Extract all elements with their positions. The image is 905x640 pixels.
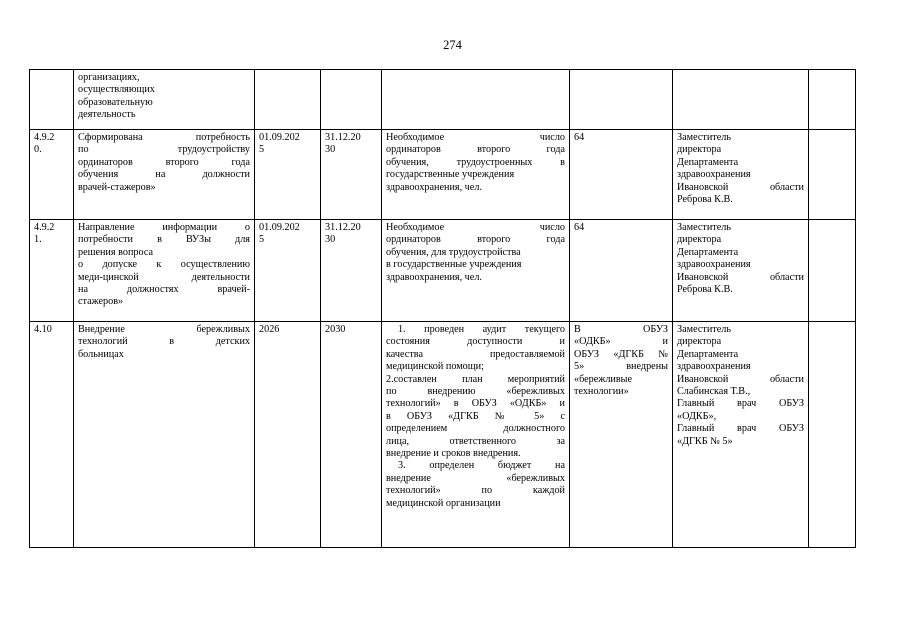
text-line: Заместитель <box>677 222 731 233</box>
text-line: Реброва К.В. <box>677 194 733 206</box>
text-line: 2030 <box>325 324 346 335</box>
text-line: Необходимое число <box>386 132 565 143</box>
text-line: здравоохранения, чел. <box>386 181 482 193</box>
text-line: 4.9.2 <box>34 222 55 233</box>
text-line: Ивановской области <box>677 181 804 193</box>
text-line: Внедрение бережливых <box>78 324 250 335</box>
cell-value: 64 <box>570 130 673 220</box>
cell-indicator <box>382 220 570 322</box>
text-line: директора <box>677 336 722 348</box>
cell-start-date <box>255 70 321 130</box>
text-line: внедрение «бережливых <box>386 472 565 484</box>
cell-responsible <box>673 130 809 220</box>
text-line: внедрение и сроков внедрения. <box>386 448 521 460</box>
cell-event-name <box>74 130 255 220</box>
text-line: 3. определен бюджет на <box>398 460 565 472</box>
cell-event-name <box>74 70 255 130</box>
cell-end-date <box>321 322 382 548</box>
text-line: 2026 <box>259 324 280 335</box>
text-line: 4.10 <box>34 324 52 335</box>
text-line: медицинской организации <box>386 497 501 509</box>
cell-value <box>570 70 673 130</box>
text-line: определением должностного <box>386 423 565 435</box>
text-line: Главный врач ОБУЗ <box>677 398 804 410</box>
text-line: ординаторов второго года <box>78 156 250 168</box>
text-line: образовательную <box>78 96 153 108</box>
text-line: Слабинская Т.В., <box>677 386 751 398</box>
text-line: 5 <box>259 234 265 246</box>
cell-number <box>30 322 74 548</box>
text-line: обучения, для трудоустройства <box>386 246 521 258</box>
text-line: обучения, трудоустроенных в <box>386 156 565 168</box>
text-line: врачей-стажеров» <box>78 181 156 193</box>
text-line: организациях, <box>78 72 140 83</box>
cell-empty <box>809 70 856 130</box>
text-line: осуществляющих <box>78 84 155 96</box>
text-line: технологий» в ОБУЗ «ОДКБ» и <box>386 398 565 410</box>
text-line: обучения на должности <box>78 169 250 181</box>
text-line: Департамента <box>677 156 739 168</box>
text-line: «ОДКБ» и <box>574 336 668 348</box>
text-line: 31.12.20 <box>325 132 361 143</box>
text-line: «ДГКБ № 5» <box>677 435 733 447</box>
text-line: деятельность <box>78 109 136 121</box>
table-row <box>30 70 856 130</box>
cell-number <box>30 70 74 130</box>
cell-indicator <box>382 130 570 220</box>
text-line: ординаторов второго года <box>386 234 565 246</box>
text-line: Реброва К.В. <box>677 284 733 296</box>
cell-responsible <box>673 220 809 322</box>
text-line: Главный врач ОБУЗ <box>677 423 804 435</box>
text-line: Заместитель <box>677 132 731 143</box>
cell-start-date <box>255 130 321 220</box>
text-line: государственные учреждения <box>386 169 515 181</box>
text-line: по трудоустройству <box>78 144 250 156</box>
text-line: здравоохранения, чел. <box>386 271 482 283</box>
text-line: «бережливые <box>574 373 633 385</box>
cell-empty <box>809 220 856 322</box>
text-line: Департамента <box>677 246 739 258</box>
cell-start-date <box>255 322 321 548</box>
cell-result <box>570 322 673 548</box>
cell-number <box>30 130 74 220</box>
text-line: 5 <box>259 144 265 156</box>
text-line: потребности в ВУЗы для <box>78 234 250 246</box>
text-line: Заместитель <box>677 324 731 335</box>
text-line: в ОБУЗ «ДГКБ № 5» с <box>386 410 565 422</box>
text-line: 1. проведен аудит текущего <box>398 324 565 335</box>
text-line: медицинской помощи; <box>386 361 484 373</box>
text-line: Необходимое число <box>386 222 565 233</box>
text-line: 4.9.2 <box>34 132 55 143</box>
text-line: Ивановской области <box>677 271 804 283</box>
text-line: меди-цинской деятельности <box>78 271 250 283</box>
text-line: ординаторов второго года <box>386 144 565 156</box>
text-line: 1. <box>34 234 42 246</box>
plan-table <box>29 69 856 548</box>
text-line: «ОДКБ», <box>677 410 717 422</box>
text-line: на должностях врачей- <box>78 284 250 296</box>
table-row <box>30 130 856 220</box>
text-line: технологии» <box>574 386 629 398</box>
text-line: 31.12.20 <box>325 222 361 233</box>
text-line: здравоохранения <box>677 169 751 181</box>
text-line: по внедрению «бережливых <box>386 386 565 398</box>
text-line: 30 <box>325 234 336 246</box>
text-line: Ивановской области <box>677 373 804 385</box>
text-line: качества предоставляемой <box>386 348 565 360</box>
cell-indicator <box>382 322 570 548</box>
text-line: технологий в детских <box>78 336 250 348</box>
cell-responsible <box>673 70 809 130</box>
cell-empty <box>809 322 856 548</box>
cell-event-name <box>74 220 255 322</box>
text-line: больницах <box>78 348 124 360</box>
cell-indicator <box>382 70 570 130</box>
text-line: Направление информации о <box>78 222 250 233</box>
text-line: о допуске к осуществлению <box>78 259 250 271</box>
text-line: стажеров» <box>78 296 124 308</box>
text-line: директора <box>677 234 722 246</box>
cell-event-name <box>74 322 255 548</box>
cell-responsible <box>673 322 809 548</box>
cell-end-date <box>321 130 382 220</box>
text-line: лица, ответственного за <box>386 435 565 447</box>
text-line: В ОБУЗ <box>574 324 668 335</box>
text-line: 30 <box>325 144 336 156</box>
cell-end-date <box>321 70 382 130</box>
text-line: состояния доступности и <box>386 336 565 348</box>
text-line: технологий» по каждой <box>386 485 565 497</box>
text-line: ОБУЗ «ДГКБ № <box>574 348 668 360</box>
table-row <box>30 220 856 322</box>
table-row <box>30 322 856 548</box>
text-line: здравоохранения <box>677 259 751 271</box>
text-line: Сформирована потребность <box>78 132 250 143</box>
text-line: 01.09.202 <box>259 222 300 233</box>
cell-start-date <box>255 220 321 322</box>
cell-empty <box>809 130 856 220</box>
text-line: 01.09.202 <box>259 132 300 143</box>
text-line: 2.составлен план мероприятий <box>386 373 565 385</box>
cell-number <box>30 220 74 322</box>
text-line: директора <box>677 144 722 156</box>
text-line: 5» внедрены <box>574 361 668 373</box>
text-line: здравоохранения <box>677 361 751 373</box>
text-line: решения вопроса <box>78 246 154 258</box>
cell-value: 64 <box>570 220 673 322</box>
text-line: Департамента <box>677 348 739 360</box>
page-number: 274 <box>443 38 462 52</box>
text-line: в государственные учреждения <box>386 259 522 271</box>
text-line: 0. <box>34 144 42 156</box>
cell-end-date <box>321 220 382 322</box>
